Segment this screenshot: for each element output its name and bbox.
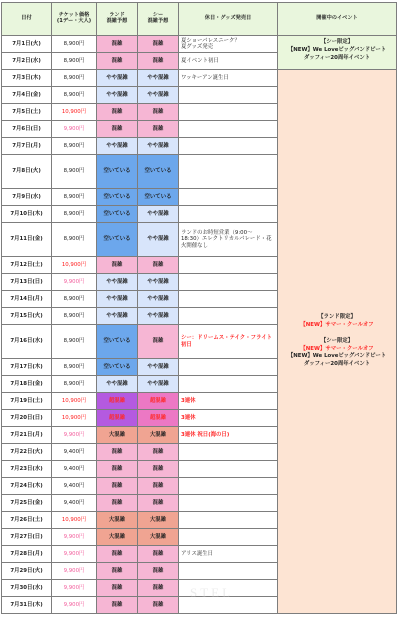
date-cell: 7月11日(金) — [2, 223, 52, 257]
sea-crowd-cell: やや混雑 — [138, 223, 179, 257]
header-row — [2, 3, 397, 36]
sea-crowd-cell: 混雑 — [138, 325, 179, 359]
notes-cell — [179, 376, 278, 393]
sea-crowd-cell: やや混雑 — [138, 308, 179, 325]
sea-crowd-cell: やや混雑 — [138, 359, 179, 376]
sea-crowd-cell: 混雑 — [138, 597, 179, 614]
sea-crowd-cell: 空いている — [138, 155, 179, 189]
land-crowd-cell: 大混雑 — [97, 529, 138, 546]
events-main-cell — [278, 70, 397, 614]
notes-cell: ワッキーアン誕生日 — [179, 70, 278, 87]
price-cell: 9,900円 — [52, 597, 97, 614]
date-cell: 7月2日(水) — [2, 53, 52, 70]
price-cell: 8,900円 — [52, 206, 97, 223]
price-cell: 9,900円 — [52, 546, 97, 563]
sea-crowd-cell: やや混雑 — [138, 87, 179, 104]
sea-crowd-cell: 大混雑 — [138, 512, 179, 529]
land-crowd-cell: 混雑 — [97, 104, 138, 121]
land-crowd-cell: 空いている — [97, 325, 138, 359]
notes-cell — [179, 87, 278, 104]
price-cell: 9,900円 — [52, 274, 97, 291]
events-sea-event2: 【NEW】We Loveビッグバンドビート — [287, 353, 387, 360]
date-cell: 7月22日(火) — [2, 444, 52, 461]
notes-cell: ランドのお時短営業（9:00〜 18:30）エレクトリカルパレード・花火開催なし — [179, 223, 278, 257]
header-date: 日付 — [2, 3, 52, 36]
header-events: 開催中のイベント — [278, 3, 397, 36]
sea-crowd-cell: やや混雑 — [138, 376, 179, 393]
notes-cell — [179, 257, 278, 274]
notes-cell — [179, 155, 278, 189]
header-land-crowd: ランド 混雑予想 — [97, 3, 138, 36]
sea-crowd-cell: 空いている — [138, 189, 179, 206]
price-cell: 10,900円 — [52, 104, 97, 121]
events-land-title: 【ランド限定】 — [318, 314, 356, 321]
sea-crowd-cell: 混雑 — [138, 546, 179, 563]
events-top-cell — [278, 36, 397, 70]
price-cell: 8,900円 — [52, 308, 97, 325]
date-cell: 7月31日(木) — [2, 597, 52, 614]
notes-cell — [179, 359, 278, 376]
sea-crowd-cell: やや混雑 — [138, 291, 179, 308]
land-crowd-cell: 混雑 — [97, 461, 138, 478]
date-cell: 7月5日(土) — [2, 104, 52, 121]
price-cell: 9,400円 — [52, 444, 97, 461]
sea-crowd-cell: 混雑 — [138, 563, 179, 580]
notes-cell: シー：ドリームス・テイク・フライト初日 — [179, 325, 278, 359]
notes-cell: 夏イベント初日 — [179, 53, 278, 70]
price-cell: 10,900円 — [52, 410, 97, 427]
date-cell: 7月17日(木) — [2, 359, 52, 376]
sea-crowd-cell: 混雑 — [138, 257, 179, 274]
date-cell: 7月8日(火) — [2, 155, 52, 189]
land-crowd-cell: 混雑 — [97, 580, 138, 597]
notes-cell — [179, 104, 278, 121]
date-cell: 7月10日(木) — [2, 206, 52, 223]
land-crowd-cell: 混雑 — [97, 546, 138, 563]
date-cell: 7月30日(水) — [2, 580, 52, 597]
notes-cell — [179, 529, 278, 546]
notes-cell — [179, 138, 278, 155]
land-crowd-cell: 超混雑 — [97, 393, 138, 410]
notes-cell: 3連休 — [179, 410, 278, 427]
header-notes: 休日・グッズ発売日 — [179, 3, 278, 36]
date-cell: 7月29日(火) — [2, 563, 52, 580]
date-cell: 7月15日(火) — [2, 308, 52, 325]
sea-crowd-cell: やや混雑 — [138, 206, 179, 223]
notes-cell — [179, 495, 278, 512]
date-cell: 7月9日(水) — [2, 189, 52, 206]
land-crowd-cell: やや混雑 — [97, 70, 138, 87]
notes-cell — [179, 461, 278, 478]
price-cell: 8,900円 — [52, 70, 97, 87]
date-cell: 7月19日(土) — [2, 393, 52, 410]
events-spacer — [280, 330, 394, 338]
table-row — [2, 36, 397, 53]
sea-crowd-cell: 超混雑 — [138, 410, 179, 427]
price-cell: 9,900円 — [52, 580, 97, 597]
price-cell: 9,400円 — [52, 495, 97, 512]
notes-cell: アリス誕生日 — [179, 546, 278, 563]
notes-cell — [179, 308, 278, 325]
date-cell: 7月25日(金) — [2, 495, 52, 512]
notes-cell — [179, 206, 278, 223]
land-crowd-cell: やや混雑 — [97, 274, 138, 291]
price-cell: 8,900円 — [52, 138, 97, 155]
land-crowd-cell: やや混雑 — [97, 138, 138, 155]
sea-crowd-cell: 混雑 — [138, 53, 179, 70]
date-cell: 7月7日(月) — [2, 138, 52, 155]
land-crowd-cell: やや混雑 — [97, 308, 138, 325]
sea-crowd-cell: 超混雑 — [138, 393, 179, 410]
price-cell: 10,900円 — [52, 393, 97, 410]
sea-crowd-cell: 大混雑 — [138, 427, 179, 444]
sea-crowd-cell: やや混雑 — [138, 274, 179, 291]
price-cell: 9,900円 — [52, 427, 97, 444]
price-cell: 9,400円 — [52, 461, 97, 478]
date-cell: 7月24日(木) — [2, 478, 52, 495]
events-top-line1: 【シー限定】 — [320, 39, 354, 45]
sea-crowd-cell: 混雑 — [138, 36, 179, 53]
land-crowd-cell: やや混雑 — [97, 87, 138, 104]
date-cell: 7月18日(金) — [2, 376, 52, 393]
watermark: STEL — [190, 585, 234, 600]
price-cell: 9,400円 — [52, 478, 97, 495]
notes-cell — [179, 189, 278, 206]
date-cell: 7月27日(日) — [2, 529, 52, 546]
notes-cell: 3連休 — [179, 393, 278, 410]
price-cell: 10,900円 — [52, 512, 97, 529]
price-cell: 9,900円 — [52, 563, 97, 580]
events-top-line3: ダッフィー20周年イベント — [303, 54, 371, 61]
notes-cell — [179, 121, 278, 138]
price-cell: 8,900円 — [52, 87, 97, 104]
events-land-event: 【NEW】サマー・クールオフ — [300, 321, 374, 328]
land-crowd-cell: 空いている — [97, 223, 138, 257]
date-cell: 7月6日(日) — [2, 121, 52, 138]
sea-crowd-cell: 混雑 — [138, 495, 179, 512]
header-sea-crowd: シー 混雑予想 — [138, 3, 179, 36]
price-cell: 8,900円 — [52, 291, 97, 308]
date-cell: 7月3日(木) — [2, 70, 52, 87]
date-cell: 7月21日(月) — [2, 427, 52, 444]
land-crowd-cell: 大混雑 — [97, 427, 138, 444]
land-crowd-cell: 混雑 — [97, 36, 138, 53]
date-cell: 7月28日(月) — [2, 546, 52, 563]
price-cell: 9,900円 — [52, 121, 97, 138]
price-cell: 8,900円 — [52, 223, 97, 257]
land-crowd-cell: 混雑 — [97, 478, 138, 495]
header-price: チケット価格 (1デー・大人) — [52, 3, 97, 36]
land-crowd-cell: 空いている — [97, 359, 138, 376]
date-cell: 7月16日(水) — [2, 325, 52, 359]
price-cell: 8,900円 — [52, 53, 97, 70]
price-cell: 8,900円 — [52, 325, 97, 359]
price-cell: 8,900円 — [52, 189, 97, 206]
price-cell: 8,900円 — [52, 155, 97, 189]
land-crowd-cell: 超混雑 — [97, 410, 138, 427]
sea-crowd-cell: 混雑 — [138, 444, 179, 461]
table-row — [2, 70, 397, 87]
sea-crowd-cell: 混雑 — [138, 104, 179, 121]
sea-crowd-cell: 大混雑 — [138, 529, 179, 546]
sea-crowd-cell: 混雑 — [138, 121, 179, 138]
land-crowd-cell: やや混雑 — [97, 376, 138, 393]
price-cell: 8,900円 — [52, 359, 97, 376]
date-cell: 7月13日(日) — [2, 274, 52, 291]
price-cell: 8,900円 — [52, 376, 97, 393]
date-cell: 7月1日(火) — [2, 36, 52, 53]
land-crowd-cell: 空いている — [97, 155, 138, 189]
notes-cell — [179, 512, 278, 529]
events-sea-event1: 【NEW】サマー・クールオフ — [300, 345, 374, 352]
land-crowd-cell: 混雑 — [97, 257, 138, 274]
land-crowd-cell: 空いている — [97, 189, 138, 206]
notes-cell: 3連休 祝日(海の日) — [179, 427, 278, 444]
sea-crowd-cell: 混雑 — [138, 580, 179, 597]
land-crowd-cell: 混雑 — [97, 53, 138, 70]
land-crowd-cell: 混雑 — [97, 121, 138, 138]
land-crowd-cell: 混雑 — [97, 563, 138, 580]
notes-cell: 夏ショーパレスニーク？ 夏グッズ発売 — [179, 36, 278, 53]
land-crowd-cell: 空いている — [97, 206, 138, 223]
price-cell: 9,900円 — [52, 529, 97, 546]
date-cell: 7月4日(金) — [2, 87, 52, 104]
schedule-table — [1, 2, 397, 614]
date-cell: 7月14日(月) — [2, 291, 52, 308]
price-cell: 10,900円 — [52, 257, 97, 274]
sea-crowd-cell: 混雑 — [138, 461, 179, 478]
sea-crowd-cell: やや混雑 — [138, 70, 179, 87]
land-crowd-cell: 混雑 — [97, 597, 138, 614]
sea-crowd-cell: やや混雑 — [138, 138, 179, 155]
events-top-line2: 【NEW】We Loveビッグバンドビート — [287, 46, 387, 53]
land-crowd-cell: 大混雑 — [97, 512, 138, 529]
date-cell: 7月20日(日) — [2, 410, 52, 427]
price-cell: 8,900円 — [52, 36, 97, 53]
date-cell: 7月26日(土) — [2, 512, 52, 529]
notes-cell — [179, 444, 278, 461]
notes-cell — [179, 274, 278, 291]
events-sea-event3: ダッフィー20周年イベント — [303, 361, 371, 368]
events-sea-title: 【シー限定】 — [320, 337, 354, 344]
date-cell: 7月12日(土) — [2, 257, 52, 274]
notes-cell — [179, 291, 278, 308]
land-crowd-cell: 混雑 — [97, 495, 138, 512]
date-cell: 7月23日(水) — [2, 461, 52, 478]
sea-crowd-cell: 混雑 — [138, 478, 179, 495]
land-crowd-cell: 混雑 — [97, 444, 138, 461]
notes-cell — [179, 478, 278, 495]
land-crowd-cell: やや混雑 — [97, 291, 138, 308]
notes-cell — [179, 563, 278, 580]
